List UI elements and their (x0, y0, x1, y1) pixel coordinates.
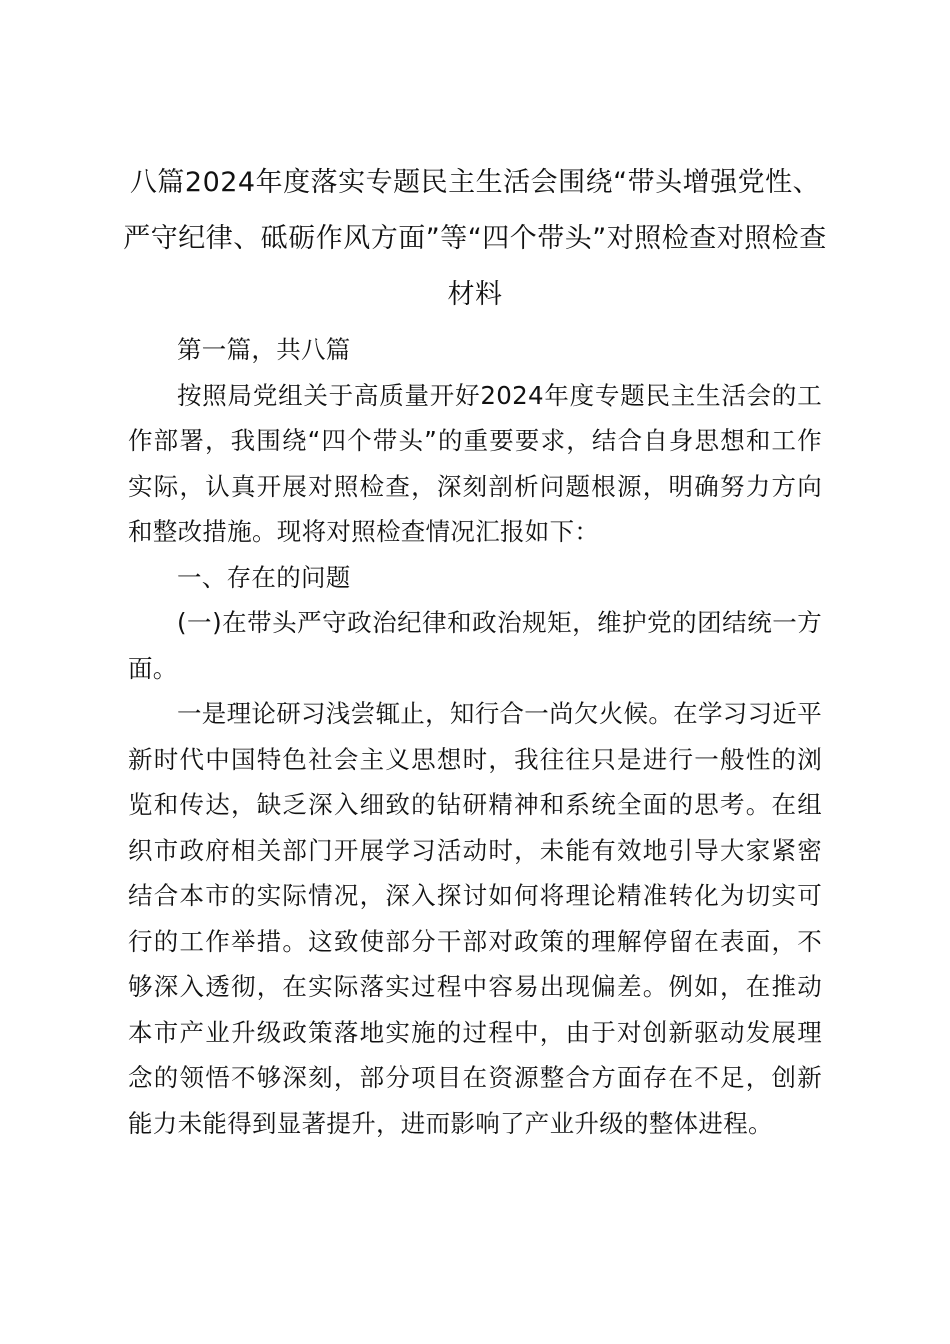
section-counter: 第一篇，共八篇 (177, 335, 351, 364)
body-paragraph: 一是理论研习浅尝辄止，知行合一尚欠火候。在学习习近平新时代中国特色社会主义思想时，我往往只是进行一般性的浏览和传达，缺乏深入细致的钻研精神和系统全面的思考。在组织市政府相关部门开展学习活动时，未能有效地引导大家紧密结合本市的实际情况，深入探讨如何将理论精准转化为切实可行的工作举措。这致使部分干部对政策的理解停留在表面，不够深入透彻，在实际落实过程中容易出现偏差。例如，在推动本市产业升级政策落地实施的过程中，由于对创新驱动发展理念的领悟不够深刻，部分项目在资源整合方面存在不足，创新能力未能得到显著提升，进而影响了产业升级的整体进程。 (128, 699, 822, 1138)
subsection-heading: (一)在带头严守政治纪律和政治规矩，维护党的团结统一方面。 (128, 608, 822, 683)
section-heading: 一、存在的问题 (177, 562, 351, 592)
intro-paragraph: 按照局党组关于高质量开好2024年度专题民主生活会的工作部署，我围绕“四个带头”的重要要求，结合自身思想和工作实际，认真开展对照检查，深刻剖析问题根源，明确努力方向和整改措施。现将对照检查情况汇报如下： (128, 380, 822, 546)
document-title: 八篇2024年度落实专题民主生活会围绕“带头增强党性、严守纪律、砥砺作风方面”等“四个带头”对照检查对照检查材料 (123, 167, 827, 310)
document-body (128, 327, 822, 1146)
